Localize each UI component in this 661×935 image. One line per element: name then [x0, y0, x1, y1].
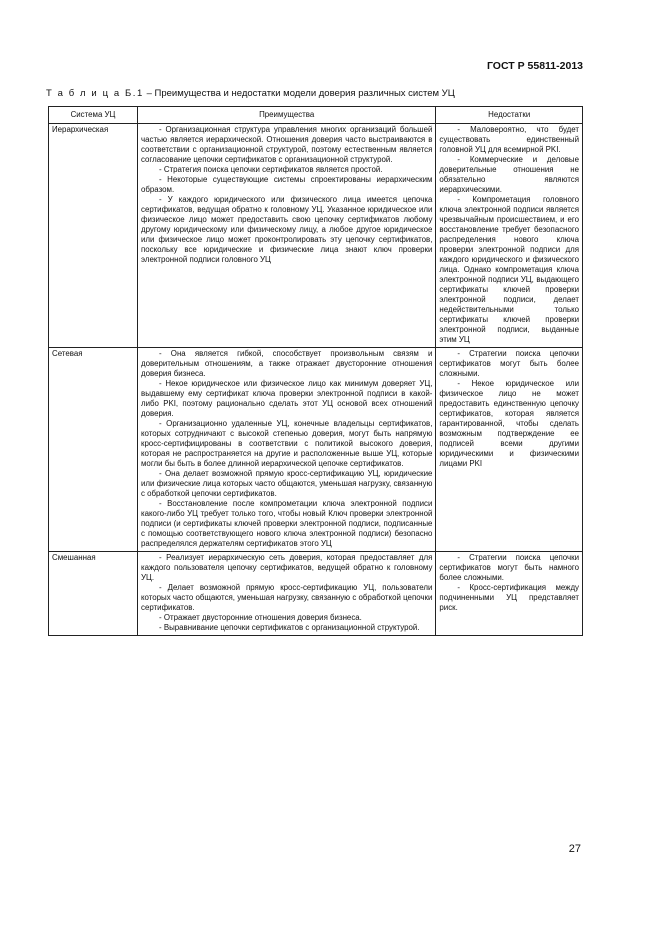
pros-item: - Некое юридическое или физическое лицо как минимум доверяет УЦ, выдавшему ему сертификат ключа проверки электронной подписи в какой-либо PKI, поэтому рационально сделать этот УЦ основой всех отношений доверия.: [141, 379, 433, 418]
pros-item: - Восстановление после компрометации ключа электронной подписи какого-либо УЦ требует только того, чтобы новый Ключ проверки электронной подписи (и сертификаты ключей проверки электронной подписи, подписанные с помощью соответствующего нового ключа электронной подписи) безопасно распределялся держателям сертификатов этого УЦ: [141, 499, 433, 548]
table-row-mixed: [49, 552, 583, 636]
system-name: Смешанная: [49, 552, 138, 636]
pros-item: - Организационно удаленные УЦ, конечные владельцы сертификатов, которых сотрудничают с высокой степенью доверия, могут быть напрямую кросс-сертифицированы в соответствии с политикой высокого доверия, которая не распространяется на другие и расположенные выше УЦ, которые могли бы быть в более длинной иерархической цепочке сертификатов.: [141, 419, 433, 468]
pros-item: - У каждого юридического или физического лица имеется цепочка сертификатов, ведущая обратно к головному УЦ. Указанное юридическое или физическое лицо может предоставить свою цепочку сертификатов любому другому юридическому или физическому лицу, а любое другое юридическое или физическое лицо может проконтролировать эту цепочку сертификатов, поскольку все юридические и физические лица знают ключ проверки электронной подписи головного УЦ: [141, 195, 433, 264]
cons-item: - Компрометация головного ключа электронной подписи является чрезвычайным происшествием, и его восстановление требует безопасного распределения нового ключа проверки электронной подписи для каждого юридического и физического лица. Однако компрометация ключа электронной подписи УЦ, выдающего сертификаты ключей проверки электронной подписи, делает недействительными только сертификаты ключей проверки электронной подписи, выданные этим УЦ: [439, 195, 579, 344]
cons-cell: [436, 552, 583, 636]
pros-cell: [138, 348, 436, 552]
pros-item: - Организационная структура управления многих организаций большей частью является иерархической. Отношения доверия часто выстраиваются в соответствии с организационной структурой, поэтому естественным является согласование цепочки сертификатов с организационной структурой.: [141, 125, 433, 164]
cons-cell: [436, 124, 583, 348]
column-header-system: Система УЦ: [49, 107, 138, 124]
pros-item: - Делает возможной прямую кросс-сертификацию УЦ, пользователи которых часто общаются, уменьшая нагрузку, связанную с обработкой цепочки сертификатов.: [141, 583, 433, 612]
system-name: Иерархическая: [49, 124, 138, 348]
pros-item: - Отражает двусторонние отношения доверия бизнеса.: [159, 613, 362, 622]
pros-item: - Некоторые существующие системы спроектированы иерархическим образом.: [141, 175, 433, 194]
cons-item: - Коммерческие и деловые доверительные отношения не обязательно являются иерархическими.: [439, 155, 579, 194]
cons-item: - Кросс-сертификация между подчиненными УЦ представляет риск.: [439, 583, 579, 612]
column-header-pros: Преимущества: [138, 107, 436, 124]
pros-item: - Она является гибкой, способствует произвольным связям и доверительным отношениям, а также отражает двусторонние отношения доверия бизнеса.: [141, 349, 433, 378]
table-row-hierarchical: [49, 124, 583, 348]
standard-number: ГОСТ Р 55811-2013: [486, 60, 583, 72]
table-caption-label: Т а б л и ц а Б.1: [46, 88, 144, 99]
pros-item: - Она делает возможной прямую кросс-сертификацию УЦ, юридические или физические лица которых часто общаются, уменьшая нагрузку, связанную с обработкой цепочки сертификатов.: [141, 469, 433, 498]
cons-item: - Некое юридическое или физическое лицо не может предоставить единственную цепочку сертификатов, которая является гарантированной, чтобы сделать возможным подтверждение ее подписей всеми другими юридическими и физическими лицами PKI: [439, 379, 579, 468]
table-header-row: [49, 107, 583, 124]
system-name: Сетевая: [49, 348, 138, 552]
cons-item: - Стратегии поиска цепочки сертификатов могут быть намного более сложными.: [439, 553, 579, 582]
comparison-table: [48, 106, 583, 636]
table-caption-title: – Преимущества и недостатки модели доверия различных систем УЦ: [143, 88, 455, 99]
pros-cell: [138, 124, 436, 348]
table-row-network: [49, 348, 583, 552]
cons-item: - Маловероятно, что будет существовать единственный головной УЦ для всемирной PKI.: [439, 125, 579, 154]
cons-item: - Стратегии поиска цепочки сертификатов могут быть более сложными.: [439, 349, 579, 378]
pros-cell: [138, 552, 436, 636]
column-header-cons: Недостатки: [436, 107, 583, 124]
pros-item: - Стратегия поиска цепочки сертификатов является простой.: [159, 165, 383, 174]
cons-cell: [436, 348, 583, 552]
pros-item: - Выравнивание цепочки сертификатов с организационной структурой.: [159, 623, 420, 632]
page-number: 27: [568, 843, 581, 855]
table-caption: [46, 88, 455, 99]
pros-item: - Реализует иерархическую сеть доверия, которая предоставляет для каждого пользователя цепочку сертификатов, ведущей обратно к головному УЦ.: [141, 553, 433, 582]
